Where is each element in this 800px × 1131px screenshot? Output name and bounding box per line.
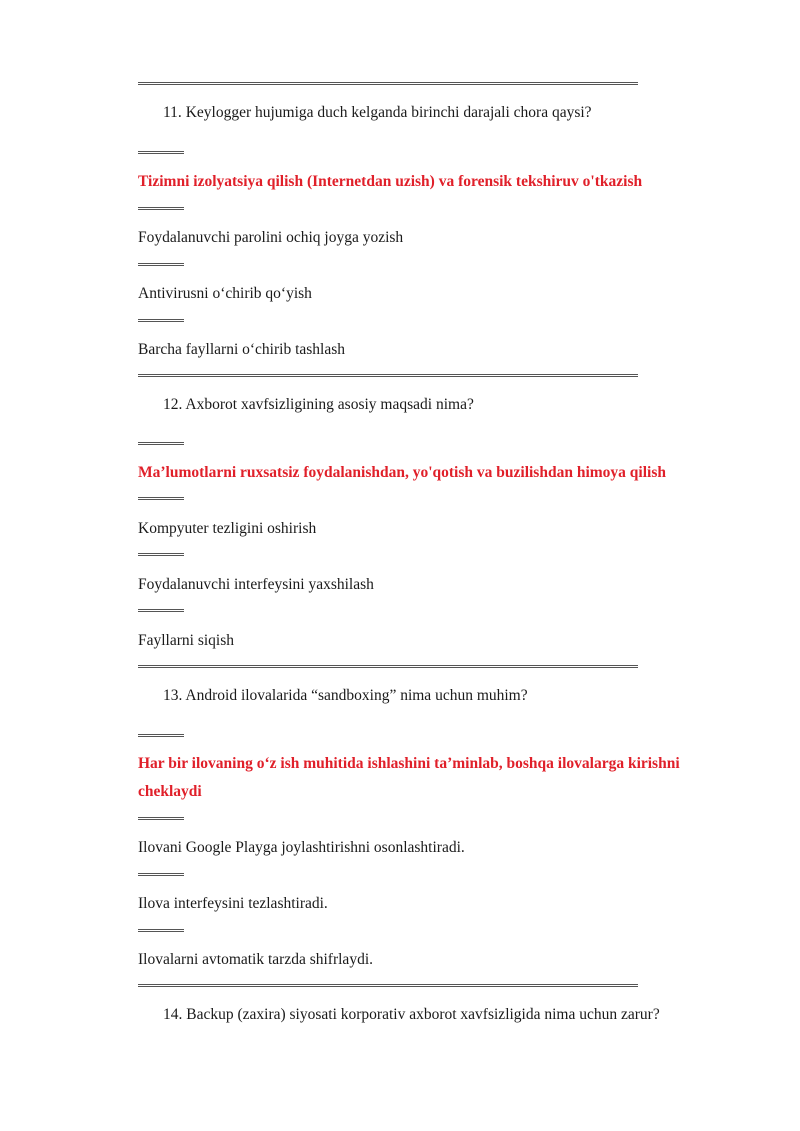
answer-option: Barcha fayllarni o‘chirib tashlash xyxy=(138,341,346,358)
question-number: 12. xyxy=(163,396,183,413)
answer-option: Fayllarni siqish xyxy=(138,632,235,649)
question-11 xyxy=(163,103,592,123)
option-separator xyxy=(138,734,184,737)
option-separator xyxy=(138,873,184,876)
correct-answer: Tizimni izolyatsiya qilish (Internetdan uzish) va forensik tekshiruv o'tkazish xyxy=(138,173,643,190)
question-number: 14. xyxy=(163,1006,183,1023)
option-separator xyxy=(138,929,184,932)
question-14 xyxy=(163,1005,660,1025)
answer-option: Ilovalarni avtomatik tarzda shifrlaydi. xyxy=(138,951,373,968)
answer-option: Antivirusni o‘chirib qo‘yish xyxy=(138,285,312,302)
option-separator xyxy=(138,817,184,820)
option-separator xyxy=(138,497,184,500)
question-12 xyxy=(163,395,474,415)
option-separator xyxy=(138,151,184,154)
option-separator xyxy=(138,263,184,266)
question-text: Keylogger hujumiga duch kelganda birinchi darajali chora qaysi? xyxy=(185,104,592,121)
correct-answer: Ma’lumotlarni ruxsatsiz foydalanishdan, yo'qotish va buzilishdan himoya qilish xyxy=(138,464,666,481)
option-separator xyxy=(138,553,184,556)
question-text: Axborot xavfsizligining asosiy maqsadi nima? xyxy=(185,396,474,413)
answer-option: Ilova interfeysini tezlashtiradi. xyxy=(138,895,328,912)
option-separator xyxy=(138,207,184,210)
answer-option: Foydalanuvchi interfeysini yaxshilash xyxy=(138,576,374,593)
option-separator xyxy=(138,442,184,445)
option-separator xyxy=(138,609,184,612)
option-separator xyxy=(138,319,184,322)
question-number: 11. xyxy=(163,104,182,121)
question-text: Android ilovalarida “sandboxing” nima uchun muhim? xyxy=(185,687,528,704)
answer-option: Kompyuter tezligini oshirish xyxy=(138,520,317,537)
question-13 xyxy=(163,686,528,706)
question-separator xyxy=(138,665,638,668)
question-number: 13. xyxy=(163,687,183,704)
question-text: Backup (zaxira) siyosati korporativ axborot xavfsizligida nima uchun zarur? xyxy=(186,1006,660,1023)
answer-option: Foydalanuvchi parolini ochiq joyga yozish xyxy=(138,229,404,246)
question-separator xyxy=(138,82,638,85)
question-separator xyxy=(138,374,638,377)
correct-answer: Har bir ilovaning o‘z ish muhitida ishlashini ta’minlab, boshqa ilovalarga kirishni cheklaydi xyxy=(138,755,680,800)
question-separator xyxy=(138,984,638,987)
answer-option: Ilovani Google Playga joylashtirishni osonlashtiradi. xyxy=(138,839,465,856)
